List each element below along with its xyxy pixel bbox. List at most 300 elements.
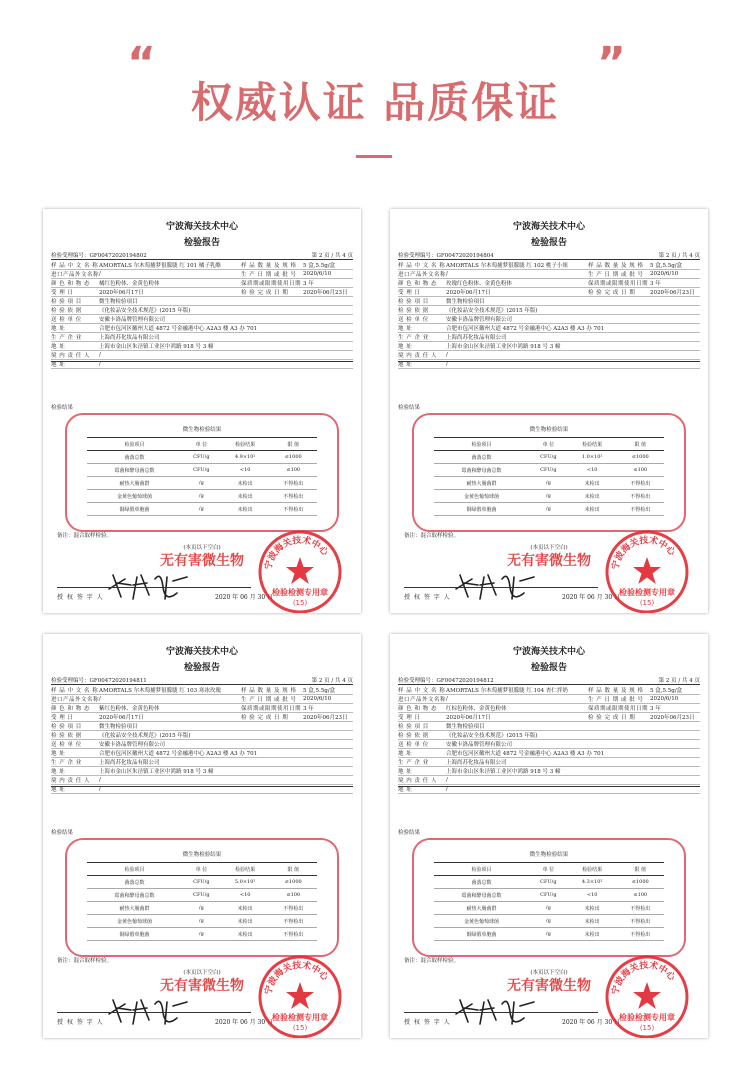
info-value: 2020/6/10 [303,271,332,277]
table-row [87,915,317,928]
info-row [51,731,353,740]
result-cell: <10 [221,464,270,477]
info-row [398,306,700,315]
table-row [87,928,317,941]
divider [398,684,700,685]
test-item-cell: 金黄色葡萄球菌 [434,915,529,928]
info-value: 2020年06月23日 [650,290,695,296]
info-label: 颜 色 和 物 态 [51,706,90,712]
info-value: 《化妆品安全技术规范》(2015 年版) [446,733,538,739]
test-item-cell: 耐热大肠菌群 [87,902,182,915]
info-row [398,342,700,351]
limit-cell: 不得检出 [269,490,317,503]
result-cell: 未检出 [221,902,270,915]
info-value: 上海尚苏化妆品有限公司 [446,335,507,341]
sample-info [51,686,353,794]
report-number: 检验受理编号：GF00472020194811 [51,678,147,684]
info-label: 地 址 [398,362,413,368]
sample-info [398,261,700,369]
divider [398,786,700,787]
report-org: 宁波海关技术中心 [512,222,585,232]
info-label: 生 产 日 期 或 批 号 [241,272,297,278]
column-header: 检验结果 [568,438,617,451]
table-row [434,889,664,902]
info-value: AMORTALS 尔木萄捕梦很朦胧 红 103 寒冰玫瑰 [99,688,221,694]
info-value: 5 盒,5.5g/盒 [303,263,336,269]
blank-note: (本页以下空白) [530,970,568,976]
info-label: 地 址 [398,769,413,775]
signatory-label: 授 权 签 字 人 [57,594,104,601]
info-value: 微生物检验项目 [99,724,138,730]
info-label: 生 产 企 业 [51,760,82,766]
result-cell: <10 [568,464,617,477]
info-value: 《化妆品安全技术规范》(2015 年版) [99,308,191,314]
info-label: 进口产品外文名称 [398,272,447,278]
info-value: / [446,777,448,783]
info-label: 保质期或限期使用日期 [588,706,649,712]
table-row [434,902,664,915]
result-header: 检验结果 [398,830,421,836]
limit-cell: 不得检出 [616,928,664,941]
info-value: 2020/6/10 [650,696,679,702]
result-cell: 未检出 [221,915,270,928]
info-value: 5 盒,5.5g/盒 [650,263,683,269]
info-value: AMORTALS 尔木萄捕梦很朦胧 红 101 橘子乳酪 [99,263,221,269]
test-item-cell: 金黄色葡萄球菌 [434,490,529,503]
info-value: 微生物检验项目 [446,299,485,305]
highlight-frame [412,413,686,532]
test-item-cell: 菌落总数 [87,876,182,889]
info-label: 检 验 完 成 日 期 [241,290,289,296]
limit-cell: 不得检出 [269,503,317,516]
info-value: 上海市金山区朱泾镇工业区中鸿路 918 号 3 幢 [99,769,214,775]
info-label: 颜 色 和 物 态 [51,281,90,287]
handwritten-signature [103,992,193,1028]
info-label: 检 验 项 目 [398,299,429,305]
remark: 备注：混合取样检验。 [404,533,460,539]
info-value: 合肥市包河区徽州大道 4872 号金融港中心 A2A3 楼 A3 办 701 [99,751,258,757]
column-header: 检验结果 [568,863,617,876]
limit-cell: ≤100 [269,464,317,477]
info-row [398,695,700,704]
info-value: 5 盒,5.5g/盒 [303,688,336,694]
info-value: 3 年 [303,281,314,287]
limit-cell: 不得检出 [616,490,664,503]
signature-line [404,1012,598,1013]
info-label: 样 品 数 量 及 规 格 [588,688,644,694]
info-value: 《化妆品安全技术规范》(2015 年版) [99,733,191,739]
remark: 备注：混合取样检验。 [404,958,460,964]
info-label: 样 品 中 文 名 称 [51,263,99,269]
info-row [51,722,353,731]
column-header: 检验项目 [87,438,182,451]
unit-cell: CFU/g [182,876,221,889]
info-row [51,279,353,288]
info-value: 2020年06月23日 [303,715,348,721]
remark: 备注：混合取样检验。 [57,958,113,964]
info-row [398,288,700,297]
stamp-sub-text: 检验检测专用章 [272,1013,328,1022]
info-value: 合肥市包河区徽州大道 4872 号金融港中心 A2A3 楼 A3 办 701 [446,326,605,332]
info-value: 5 盒,5.5g/盒 [650,688,683,694]
table-row [87,889,317,902]
info-label: 颜 色 和 物 态 [398,281,437,287]
report-card [390,209,708,613]
info-label: 样 品 数 量 及 规 格 [241,263,297,269]
official-seal-stamp [257,954,343,1038]
handwritten-signature [450,992,540,1028]
info-label: 保质期或限期使用日期 [241,706,302,712]
info-value: 上海市金山区朱泾镇工业区中鸿路 918 号 3 幢 [446,769,561,775]
info-label: 生 产 日 期 或 批 号 [588,272,644,278]
test-item-cell: 霉菌和酵母菌总数 [87,464,182,477]
info-label: 地 址 [398,751,413,757]
result-cell: 未检出 [568,477,617,490]
info-value: 合肥市包河区徽州大道 4872 号金融港中心 A2A3 楼 A3 办 701 [99,326,258,332]
divider [51,786,353,787]
info-label: 样 品 数 量 及 规 格 [588,263,644,269]
limit-cell: 不得检出 [269,928,317,941]
result-caption: 无有害微生物 [160,978,244,994]
info-label: 检 验 项 目 [51,299,82,305]
micro-table [434,437,664,516]
column-header: 检验结果 [221,438,270,451]
info-label: 送 检 单 位 [51,742,82,748]
micro-title: 微生物检验结果 [529,852,569,858]
info-row [51,261,353,270]
info-label: 境 内 责 任 人 [51,353,90,359]
divider [51,259,353,260]
limit-cell: ≤1000 [616,876,664,889]
info-value: 3 年 [303,706,314,712]
unit-cell: CFU/g [182,889,221,902]
info-value: / [99,696,101,702]
info-row [51,767,353,776]
unit-cell: /g [182,928,221,941]
report-org: 宁波海关技术中心 [165,222,238,232]
unit-cell: CFU/g [529,451,568,464]
info-row [398,776,700,785]
signatory-label: 授 权 签 字 人 [404,1019,451,1026]
limit-cell: 不得检出 [616,915,664,928]
info-value: 微生物检验项目 [99,299,138,305]
info-row [398,686,700,695]
table-row [87,902,317,915]
sign-date: 2020 年 06 月 30 日 [215,1019,274,1026]
info-label: 地 址 [398,787,413,793]
info-row [398,749,700,758]
stamp-org-text: 宁波海关技术中心 [263,960,330,996]
info-value: 2020/6/10 [650,271,679,277]
info-value: 2020年06月23日 [650,715,695,721]
info-row [51,288,353,297]
unit-cell: /g [182,915,221,928]
info-value: 2020年06月17日 [446,715,491,721]
result-header: 检验结果 [51,405,74,411]
divider [398,259,700,260]
info-label: 送 检 单 位 [398,742,429,748]
highlight-frame [65,413,339,532]
signature-line [404,587,598,588]
result-cell: 未检出 [221,477,270,490]
divider [51,684,353,685]
result-caption: 无有害微生物 [507,978,591,994]
info-value: 安徽卡洛品牌管理有限公司 [446,317,513,323]
stamp-number: (15) [639,1024,655,1032]
info-value: 3 年 [650,281,661,287]
info-value: / [99,361,101,367]
info-value: 2020年06月17日 [99,290,144,296]
test-item-cell: 霉菌和酵母菌总数 [434,464,529,477]
info-row [398,767,700,776]
table-row [434,490,664,503]
info-label: 生 产 日 期 或 批 号 [241,697,297,703]
info-row [51,270,353,279]
table-row [434,451,664,464]
limit-cell: 不得检出 [616,902,664,915]
column-header: 检验项目 [87,863,182,876]
info-label: 地 址 [51,326,66,332]
result-cell: 5.0×10² [221,876,270,889]
info-value: 安徽卡洛品牌管理有限公司 [99,742,166,748]
divider [51,361,353,362]
unit-cell: CFU/g [182,451,221,464]
result-cell: 未检出 [568,503,617,516]
unit-cell: /g [182,490,221,503]
micro-title: 微生物检验结果 [182,427,222,433]
info-value: 《化妆品安全技术规范》(2015 年版) [446,308,538,314]
limit-cell: ≤1000 [269,876,317,889]
signature-line [57,1012,251,1013]
report-title: 检验报告 [530,238,567,248]
info-value: 2020年06月23日 [303,290,348,296]
test-item-cell: 霉菌和酵母菌总数 [87,889,182,902]
table-row [434,464,664,477]
info-row [398,279,700,288]
quote-close-mark: ” [597,38,626,89]
report-card [43,209,361,613]
signatory-label: 授 权 签 字 人 [57,1019,104,1026]
info-row [398,261,700,270]
official-seal-stamp [604,954,690,1038]
report-title: 检验报告 [530,663,567,673]
info-row [51,704,353,713]
info-label: 保质期或限期使用日期 [241,281,302,287]
result-cell: 未检出 [221,503,270,516]
info-label: 生 产 日 期 或 批 号 [588,697,644,703]
result-cell: 未检出 [221,490,270,503]
column-header: 单 位 [529,863,568,876]
handwritten-signature [103,567,193,603]
info-label: 保质期或限期使用日期 [588,281,649,287]
page-indicator: 第 2 页 / 共 4 页 [658,678,700,684]
info-label: 地 址 [51,787,66,793]
info-row [398,351,700,360]
table-header-row [434,438,664,451]
page-indicator: 第 2 页 / 共 4 页 [311,678,353,684]
limit-cell: 不得检出 [269,477,317,490]
info-value: 合肥市包河区徽州大道 4872 号金融港中心 A2A3 楼 A3 办 701 [446,751,605,757]
info-row [51,758,353,767]
test-item-cell: 铜绿假单胞菌 [434,928,529,941]
blank-note: (本页以下空白) [530,545,568,551]
result-cell: 4.9×10² [221,451,270,464]
info-label: 地 址 [51,751,66,757]
column-header: 检验结果 [221,863,270,876]
info-label: 进口产品外文名称 [51,697,100,703]
column-header: 限 值 [269,438,317,451]
limit-cell: ≤1000 [269,451,317,464]
info-value: / [99,352,101,358]
info-row [51,776,353,785]
info-label: 生 产 企 业 [398,335,429,341]
info-row [398,333,700,342]
micro-table [87,437,317,516]
info-label: 检 验 依 据 [51,308,82,314]
info-value: 紫红色粉体、金黄色粉体 [99,706,160,712]
info-value: AMORTALS 尔木萄捕梦很朦胧 红 104 杏仁拌奶 [446,688,568,694]
info-value: 2020年06月17日 [446,290,491,296]
info-value: 上海尚苏化妆品有限公司 [99,335,160,341]
info-label: 受 理 日 [51,715,74,721]
info-value: 上海市金山区朱泾镇工业区中鸿路 918 号 3 幢 [99,344,214,350]
page-title: 权威认证 品质保证 [190,78,560,127]
info-value: / [446,696,448,702]
info-label: 受 理 日 [398,290,421,296]
info-value: 安徽卡洛品牌管理有限公司 [446,742,513,748]
info-value: 安徽卡洛品牌管理有限公司 [99,317,166,323]
signature-line [57,587,251,588]
info-label: 检 验 完 成 日 期 [588,290,636,296]
table-row [434,503,664,516]
table-row [87,451,317,464]
stamp-star-icon [286,982,314,1009]
column-header: 限 值 [269,863,317,876]
info-label: 送 检 单 位 [51,317,82,323]
result-caption: 无有害微生物 [160,553,244,569]
unit-cell: CFU/g [529,464,568,477]
test-item-cell: 菌落总数 [434,451,529,464]
sign-date: 2020 年 06 月 30 日 [215,594,274,601]
test-item-cell: 金黄色葡萄球菌 [87,490,182,503]
info-label: 送 检 单 位 [398,317,429,323]
result-cell: <10 [568,889,617,902]
info-value: 玫瑰红色粉体、金黄色粉体 [446,281,513,287]
sign-date: 2020 年 06 月 30 日 [562,1019,621,1026]
test-item-cell: 耐热大肠菌群 [434,902,529,915]
micro-table [434,862,664,941]
stamp-star-icon [633,982,661,1009]
info-label: 检 验 项 目 [398,724,429,730]
info-row [398,740,700,749]
info-value: / [99,271,101,277]
info-label: 样 品 数 量 及 规 格 [241,688,297,694]
info-row [398,713,700,722]
report-card [390,634,708,1038]
unit-cell: /g [529,503,568,516]
info-row [51,324,353,333]
title-underline [356,155,392,158]
info-value: 微生物检验项目 [446,724,485,730]
info-label: 地 址 [398,344,413,350]
info-label: 地 址 [51,344,66,350]
info-label: 检 验 完 成 日 期 [241,715,289,721]
info-label: 颜 色 和 物 态 [398,706,437,712]
info-label: 地 址 [398,326,413,332]
column-header: 检验项目 [434,438,529,451]
result-header: 检验结果 [398,405,421,411]
handwritten-signature [450,567,540,603]
test-item-cell: 金黄色葡萄球菌 [87,915,182,928]
info-label: 境 内 责 任 人 [398,778,437,784]
limit-cell: ≤100 [616,464,664,477]
stamp-sub-text: 检验检测专用章 [619,1013,675,1022]
limit-cell: 不得检出 [269,915,317,928]
info-row [51,342,353,351]
stamp-star-icon [286,557,314,584]
info-label: 进口产品外文名称 [398,697,447,703]
result-cell: 未检出 [568,928,617,941]
test-item-cell: 铜绿假单胞菌 [87,503,182,516]
table-header-row [87,438,317,451]
info-value: 2020/6/10 [303,696,332,702]
info-label: 样 品 中 文 名 称 [51,688,99,694]
column-header: 单 位 [182,438,221,451]
table-row [434,928,664,941]
limit-cell: 不得检出 [616,477,664,490]
page-indicator: 第 2 页 / 共 4 页 [311,253,353,259]
remark: 备注：混合取样检验。 [57,533,113,539]
limit-cell: ≤100 [269,889,317,902]
unit-cell: /g [182,503,221,516]
info-label: 境 内 责 任 人 [398,353,437,359]
info-value: / [446,786,448,792]
info-value: 红棕色粉体、金黄色粉体 [446,706,507,712]
stamp-sub-text: 检验检测专用章 [272,588,328,597]
unit-cell: /g [529,928,568,941]
table-row [87,503,317,516]
result-cell: 未检出 [568,490,617,503]
info-value: 上海市金山区朱泾镇工业区中鸿路 918 号 3 幢 [446,344,561,350]
column-header: 限 值 [616,438,664,451]
stamp-org-text: 宁波海关技术中心 [263,535,330,571]
info-row [51,351,353,360]
info-value: / [99,777,101,783]
sample-info [398,686,700,794]
info-row [51,686,353,695]
result-cell: <10 [221,889,270,902]
table-row [434,477,664,490]
highlight-frame [412,838,686,957]
table-row [87,876,317,889]
info-row [398,324,700,333]
micro-title: 微生物检验结果 [529,427,569,433]
highlight-frame [65,838,339,957]
official-seal-stamp [604,529,690,613]
result-cell: 未检出 [221,928,270,941]
unit-cell: /g [529,915,568,928]
unit-cell: CFU/g [529,889,568,902]
info-label: 样 品 中 文 名 称 [398,688,446,694]
column-header: 限 值 [616,863,664,876]
column-header: 单 位 [529,438,568,451]
unit-cell: CFU/g [529,876,568,889]
limit-cell: 不得检出 [269,902,317,915]
info-row [51,749,353,758]
info-value: / [99,786,101,792]
info-row [398,270,700,279]
info-value: 上海尚苏化妆品有限公司 [446,760,507,766]
